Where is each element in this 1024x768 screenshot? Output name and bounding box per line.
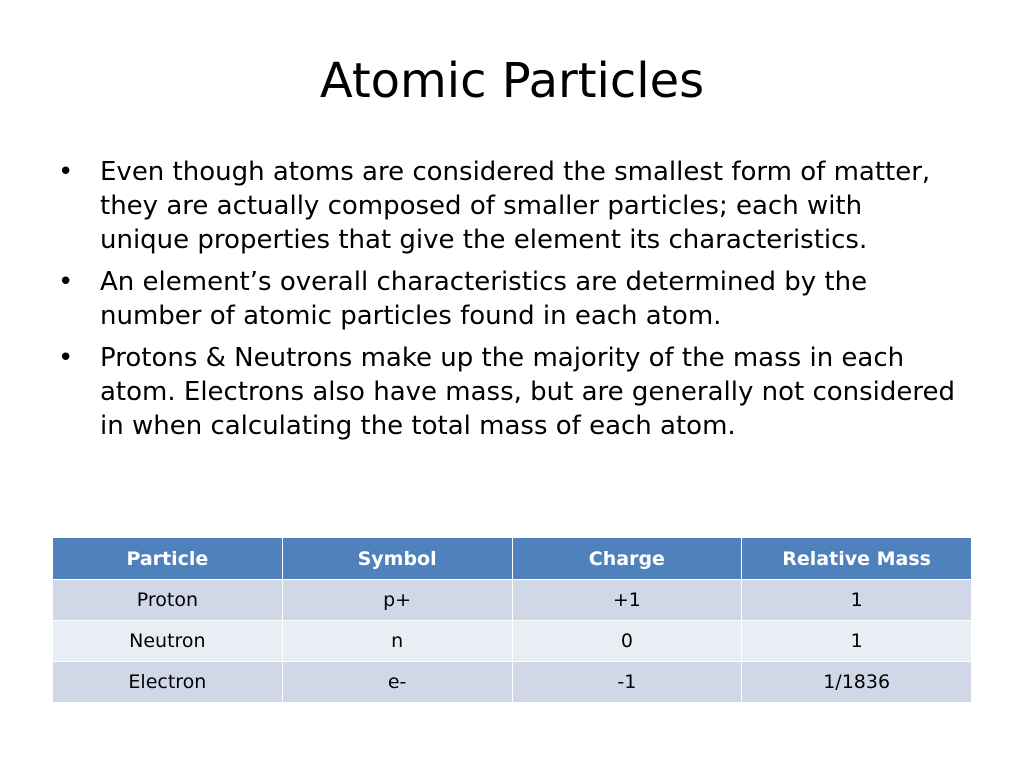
bullet-text: Even though atoms are considered the smallest form of matter, they are actually composed of smaller particles; each with unique properties that give the element its characteristics.	[100, 157, 931, 255]
cell-symbol: p+	[282, 580, 512, 621]
header-relative-mass: Relative Mass	[742, 538, 972, 580]
cell-charge: +1	[512, 580, 742, 621]
bullet-item	[58, 265, 958, 333]
bullet-marker: •	[58, 157, 74, 187]
bullet-text: Protons & Neutrons make up the majority of the mass in each atom. Electrons also have mass, but are generally not considered in when calculating the total mass of each atom.	[100, 343, 956, 441]
cell-relative-mass: 1/1836	[742, 662, 972, 703]
bullet-list	[58, 155, 958, 451]
cell-particle: Proton	[53, 580, 283, 621]
table-row	[53, 662, 972, 703]
slide-title: Atomic Particles	[319, 53, 705, 109]
cell-relative-mass: 1	[742, 580, 972, 621]
table-row	[53, 580, 972, 621]
bullet-text: An element’s overall characteristics are determined by the number of atomic particles found in each atom.	[100, 267, 868, 331]
bullet-marker: •	[58, 267, 74, 297]
cell-symbol: n	[282, 621, 512, 662]
cell-charge: -1	[512, 662, 742, 703]
header-charge: Charge	[512, 538, 742, 580]
particle-table	[52, 537, 972, 703]
particle-table-container	[52, 537, 972, 703]
cell-relative-mass: 1	[742, 621, 972, 662]
cell-symbol: e-	[282, 662, 512, 703]
table-row	[53, 621, 972, 662]
bullet-item	[58, 155, 958, 257]
header-symbol: Symbol	[282, 538, 512, 580]
cell-particle: Electron	[53, 662, 283, 703]
table-header-row	[53, 538, 972, 580]
cell-charge: 0	[512, 621, 742, 662]
header-particle: Particle	[53, 538, 283, 580]
bullet-item	[58, 341, 958, 443]
cell-particle: Neutron	[53, 621, 283, 662]
bullet-marker: •	[58, 343, 74, 373]
